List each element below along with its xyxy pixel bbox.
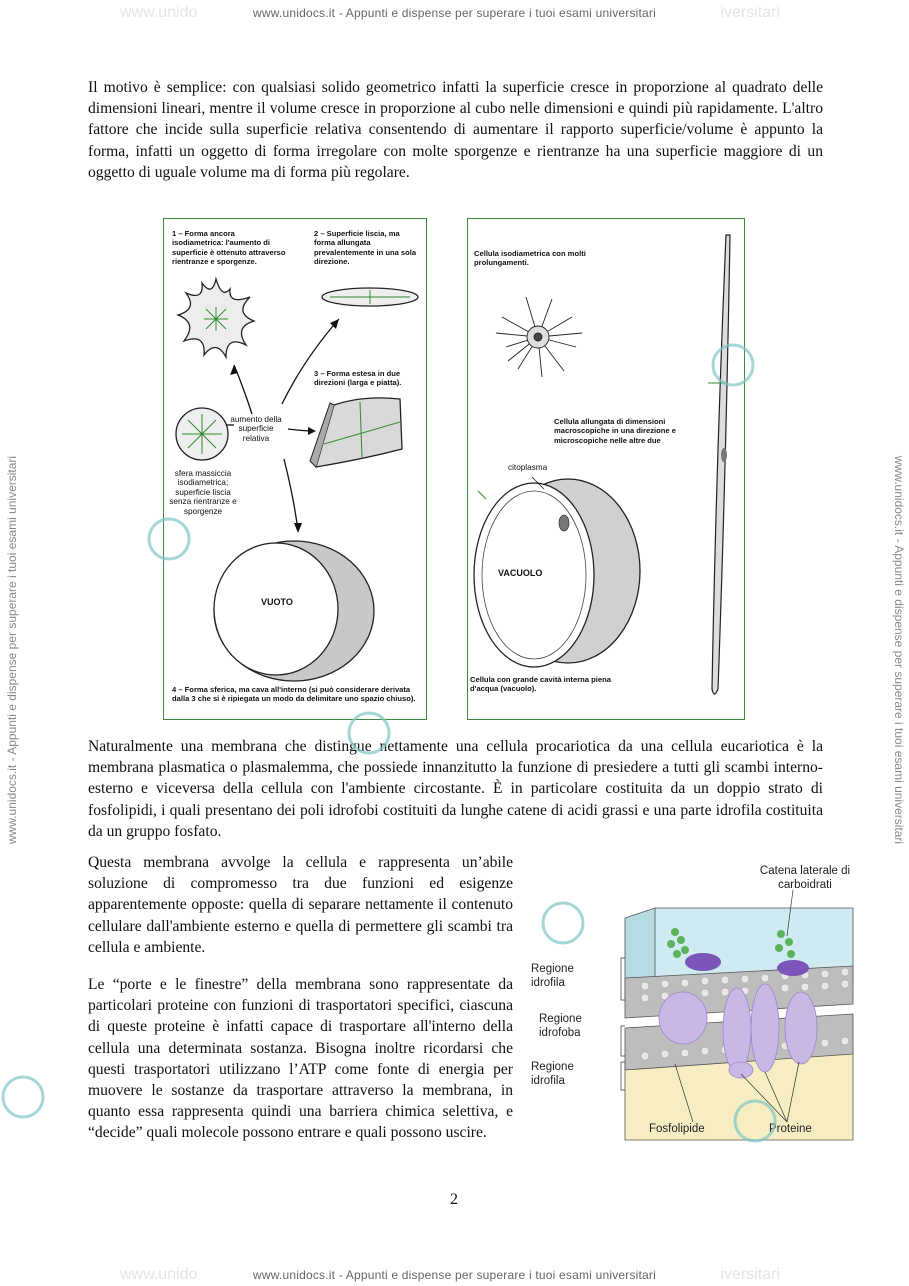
- elongated-cell-icon: [322, 288, 418, 306]
- elongated-cell-long-icon: [708, 235, 730, 694]
- paragraph-membrane-proteins: Le “porte e le finestre” della membrana sono rappresentate da particolari proteine con funzioni di trasportatori specifici, ciascuna di queste proteine è infatti capace di trasportare all'interno della cellula una determinata sostanza. Bisogna inoltre ricordarsi che questi trasportatori utilizzano l’ATP come fonte di energia per muovere le sostanze da trasportare attraverso la membrana, in quanto essa rappresenta quindi una barriera chimica selettiva, e “decide” quali molecole possono entrare e quali possono uscire.: [88, 976, 513, 1142]
- side-watermark-left: www.unidocs.it - Appunti e dispense per superare i tuoi esami universitari: [5, 455, 19, 845]
- figure-right-vacuolo-label: VACUOLO: [498, 568, 543, 578]
- header-watermark: www.unidocs.it - Appunti e dispense per superare i tuoi esami universitari: [253, 6, 656, 20]
- figure-right-citoplasma-label: citoplasma: [508, 463, 548, 472]
- proteins-label: Proteine: [769, 1123, 812, 1135]
- hydrophobic-label: Regione idrofoba: [539, 1013, 582, 1039]
- carbohydrate-chain-label: Catena laterale di carboidrati: [759, 865, 851, 891]
- figure-left-vuoto-label: VUOTO: [261, 597, 293, 607]
- figure-left-label-4: 4 – Forma sferica, ma cava all'interno (si può considerare derivata dalla 3 che si è ripiegata un modo da delimitare uno spazio chiuso).: [172, 685, 416, 704]
- watermark-stamp-icon: [0, 1074, 46, 1120]
- sphere-icon: [176, 408, 228, 460]
- paragraph-plasma-membrane: Naturalmente una membrana che distingue nettamente una cellula procariotica da una cellula eucariotica è la membrana plasmatica o plasmalemma, che possiede innanzitutto la funzione di presiedere a tutti gli scambi interno-esterno e viceversa della cellula con l'ambiente circostante. È in particolare costituita da un doppio strato di fosfolipidi, i quali presentano dei poli idrofobi costituiti da lunghe catene di acidi grassi e una parte idrofila costituita da un gruppo fosfato.: [88, 738, 823, 840]
- figure-left-center-label: aumento della superficie relativa: [230, 415, 282, 443]
- paragraph-surface-volume: Il motivo è semplice: con qualsiasi solido geometrico infatti la superficie cresce in proporzione al quadrato delle dimensioni lineari, mentre il volume cresce in proporzione al cubo nelle dimensioni e quindi più rapidamente. L'altro fattore che incide sulla superficie relativa consentendo di aumentare il rapporto superficie/volume è appunto la forma, infatti un oggetto di forma irregolare con molte sporgenze e rientranze ha una superficie maggiore di un oggetto di uguale volume ma di forma più regolare.: [88, 79, 823, 181]
- side-watermark-right: www.unidocs.it - Appunti e dispense per superare i tuoi esami universitari: [892, 455, 906, 845]
- watermark-stamp-icon: [732, 1098, 778, 1144]
- figure-cell-types: [467, 218, 745, 720]
- ghost-text: www.unido: [120, 4, 198, 21]
- figure-left-label-1: 1 – Forma ancora isodiametrica: l'aumento di superficie è ottenuto attraverso rientranze e sporgenze.: [172, 229, 286, 267]
- hydrophilic-top-label: Regione idrofila: [531, 963, 574, 989]
- figure-surface-shapes: [163, 218, 427, 720]
- watermark-stamp-icon: [710, 342, 756, 388]
- paragraph-membrane-compromise: Questa membrana avvolge la cellula e rappresenta un’abile soluzione di compromesso tra due funzioni ed esigenze apparentemente opposte: quella di separare nettamente il contenuto cellulare dall'ambiente esterno e quella di permettere gli scambi tra cellula e ambiente.: [88, 854, 513, 956]
- figure-right-label-3: Cellula con grande cavità interna piena d'acqua (vacuolo).: [470, 675, 611, 694]
- ghost-text: iversitari: [720, 4, 780, 21]
- figure-left-sphere-label: sfera massiccia isodiametrica; superficie liscia senza rientranze e sporgenze: [169, 469, 237, 516]
- watermark-stamp-icon: [346, 710, 392, 756]
- page-number: 2: [450, 1191, 458, 1208]
- footer-watermark: www.unidocs.it - Appunti e dispense per superare i tuoi esami universitari: [253, 1268, 656, 1282]
- ghost-text: iversitari: [720, 1266, 780, 1283]
- hollow-sphere-icon: [214, 541, 374, 681]
- figure-right-label-1: Cellula isodiametrica con molti prolungamenti.: [474, 249, 586, 268]
- ghost-text: www.unido: [120, 1266, 198, 1283]
- figure-left-label-2: 2 – Superficie liscia, ma forma allungata prevalentemente in una sola direzione.: [314, 229, 417, 267]
- phospholipid-label: Fosfolipide: [649, 1123, 705, 1135]
- flat-sheet-icon: [310, 398, 402, 467]
- starburst-cell-icon: [178, 279, 254, 357]
- isodiametric-cell-icon: [496, 297, 582, 377]
- watermark-stamp-icon: [146, 516, 192, 562]
- figure-left-label-3: 3 – Forma estesa in due direzioni (larga e piatta).: [314, 369, 402, 388]
- hydrophilic-bottom-label: Regione idrofila: [531, 1061, 574, 1087]
- watermark-stamp-icon: [540, 900, 586, 946]
- figure-right-label-2: Cellula allungata di dimensioni macroscopiche in una direzione e microscopiche nelle altre due: [554, 417, 676, 445]
